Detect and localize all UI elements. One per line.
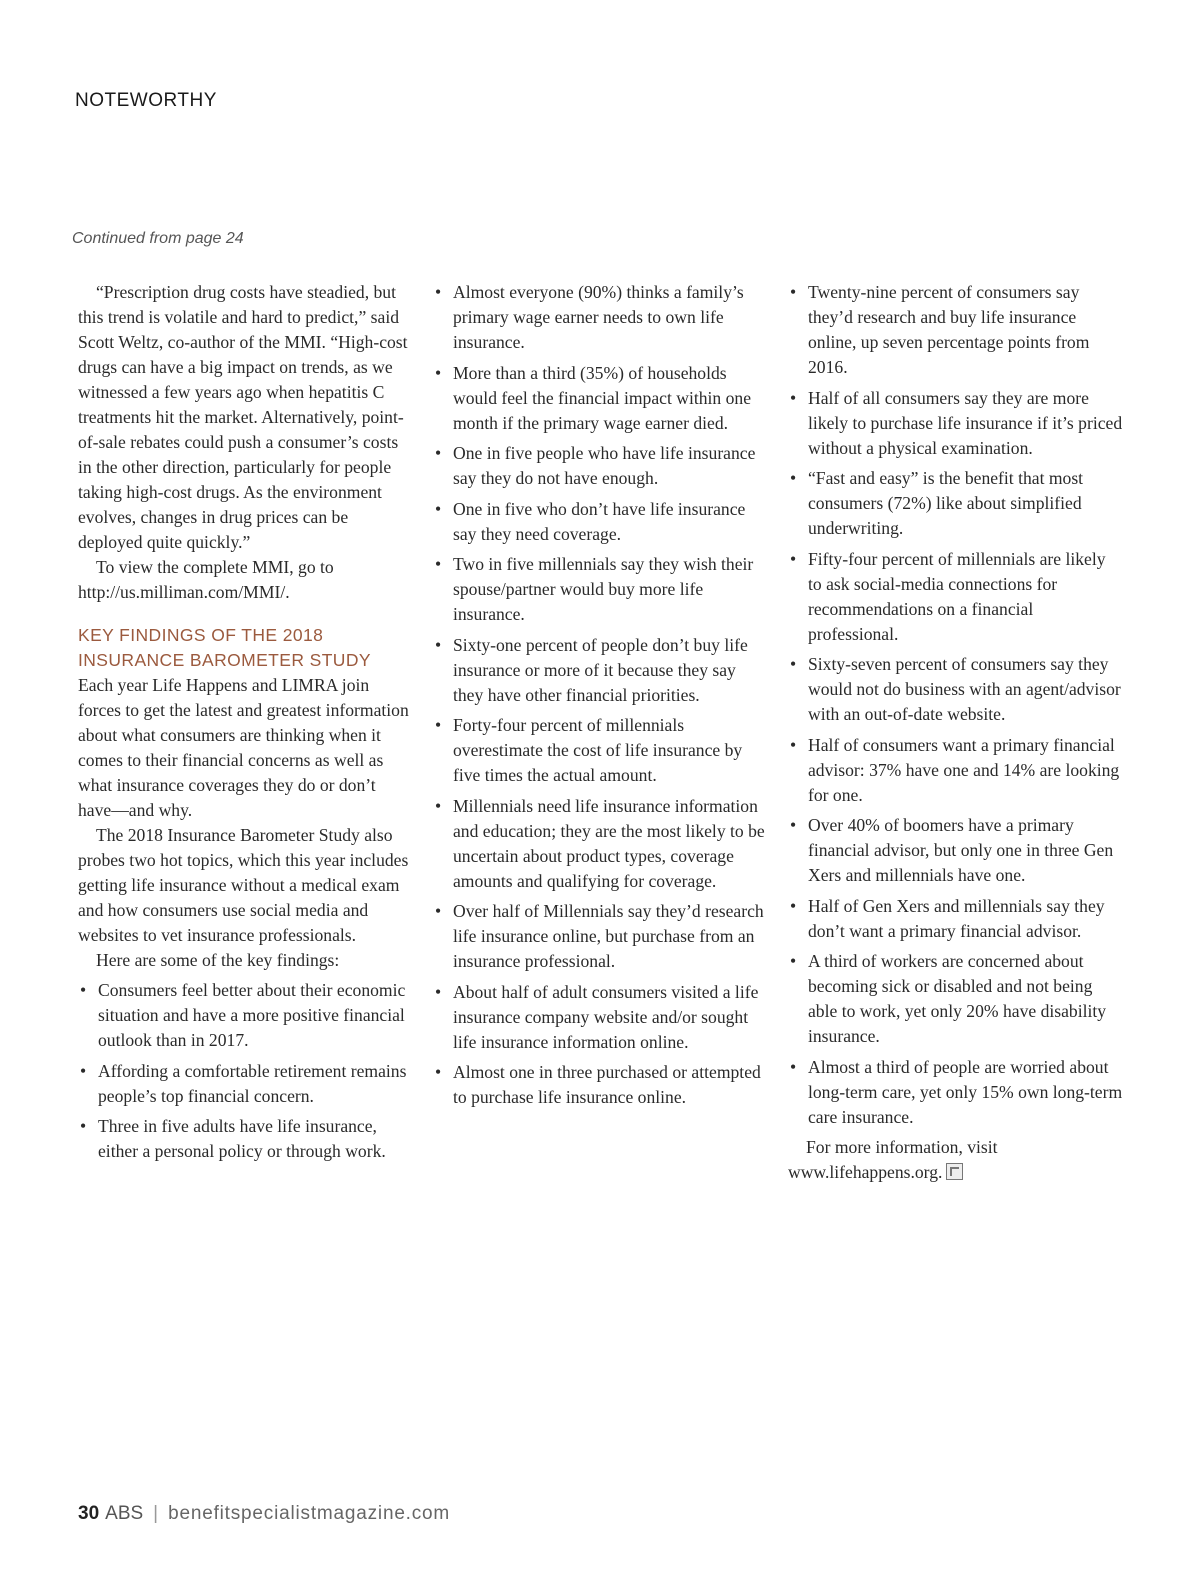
study-paragraph: The 2018 Insurance Barometer Study also probes two hot topics, which this year includes getting life insurance without a medical exam and how consumers use social media and websites to vet insurance professionals.	[78, 825, 409, 945]
closing-paragraph	[788, 1135, 1123, 1185]
continued-note: Continued from page 24	[72, 230, 244, 247]
list-item: • A third of workers are concerned about becoming sick or disabled and not being able to work, yet only 20% have disability insurance.	[788, 949, 1123, 1049]
list-item: • Three in five adults have life insurance, either a personal policy or through work.	[78, 1114, 413, 1164]
list-item: • Almost everyone (90%) thinks a family’s primary wage earner needs to own life insurance.	[433, 280, 768, 355]
list-item: • Fifty-four percent of millennials are likely to ask social-media connections for recommendations on a financial professional.	[788, 547, 1123, 647]
findings-list-2	[433, 280, 768, 1110]
end-mark-icon	[946, 1163, 963, 1180]
website-url: benefitspecialistmagazine.com	[168, 1503, 451, 1524]
section-label: NOTEWORTHY	[75, 90, 217, 111]
list-item: • Almost one in three purchased or attempted to purchase life insurance online.	[433, 1060, 768, 1110]
list-item: • “Fast and easy” is the benefit that most consumers (72%) like about simplified underwriting.	[788, 466, 1123, 541]
publication-name: ABS	[105, 1503, 144, 1524]
column-3	[788, 280, 1123, 1185]
list-item: • More than a third (35%) of households would feel the financial impact within one month if the primary wage earner died.	[433, 361, 768, 436]
list-item: • One in five people who have life insurance say they do not have enough.	[433, 441, 768, 491]
key-findings-heading: KEY FINDINGS OF THE 2018 INSURANCE BAROMETER STUDY	[78, 625, 371, 670]
list-item: • Over 40% of boomers have a primary financial advisor, but only one in three Gen Xers and millennials have one.	[788, 813, 1123, 888]
quote-paragraph: “Prescription drug costs have steadied, but this trend is volatile and hard to predict,” said Scott Weltz, co-author of the MMI. “High-cost drugs can have a big impact on trends, as we witnessed a few years ago when hepatitis C treatments hit the market. Alternatively, point-of-sale rebates could push a consumer’s costs in the other direction, particularly for people taking high-cost drugs. As the environment evolves, changes in drug prices can be deployed quite quickly.”	[78, 282, 408, 552]
closing-text: For more information, visit www.lifehappens.org.	[788, 1137, 998, 1182]
page-number: 30	[78, 1503, 100, 1524]
list-item: • Half of Gen Xers and millennials say they don’t want a primary financial advisor.	[788, 894, 1123, 944]
list-item: • Over half of Millennials say they’d research life insurance online, but purchase from an insurance professional.	[433, 899, 768, 974]
key-findings-lead: Here are some of the key findings:	[96, 950, 340, 970]
column-1	[78, 280, 413, 1170]
column-2	[433, 280, 768, 1116]
list-item: • Sixty-seven percent of consumers say they would not do business with an agent/advisor with an out-of-date website.	[788, 652, 1123, 727]
list-item: • Sixty-one percent of people don’t buy life insurance or more of it because they say they have other financial priorities.	[433, 633, 768, 708]
list-item: • Half of consumers want a primary financial advisor: 37% have one and 14% are looking for one.	[788, 733, 1123, 808]
view-paragraph: To view the complete MMI, go to http://us.milliman.com/MMI/.	[78, 557, 334, 602]
footer-separator: |	[153, 1503, 159, 1524]
list-item: • Forty-four percent of millennials overestimate the cost of life insurance by five times the actual amount.	[433, 713, 768, 788]
list-item: • Millennials need life insurance information and education; they are the most likely to be uncertain about product types, coverage amounts and qualifying for coverage.	[433, 794, 768, 894]
list-item: • Almost a third of people are worried about long-term care, yet only 15% own long-term care insurance.	[788, 1055, 1123, 1130]
intro-paragraph: Each year Life Happens and LIMRA join forces to get the latest and greatest information about what consumers are thinking when it comes to their financial concerns as well as what insurance coverages they do or don’t have—and why.	[78, 675, 409, 820]
findings-list-1	[78, 978, 413, 1164]
list-item: • Consumers feel better about their economic situation and have a more positive financial outlook than in 2017.	[78, 978, 413, 1053]
list-item: • One in five who don’t have life insurance say they need coverage.	[433, 497, 768, 547]
list-item: • Affording a comfortable retirement remains people’s top financial concern.	[78, 1059, 413, 1109]
list-item: • Two in five millennials say they wish their spouse/partner would buy more life insurance.	[433, 552, 768, 627]
findings-list-3	[788, 280, 1123, 1130]
list-item: • About half of adult consumers visited a life insurance company website and/or sought life insurance information online.	[433, 980, 768, 1055]
list-item: • Half of all consumers say they are more likely to purchase life insurance if it’s priced without a physical examination.	[788, 386, 1123, 461]
list-item: • Twenty-nine percent of consumers say they’d research and buy life insurance online, up seven percentage points from 2016.	[788, 280, 1123, 380]
page-footer	[78, 1503, 450, 1525]
